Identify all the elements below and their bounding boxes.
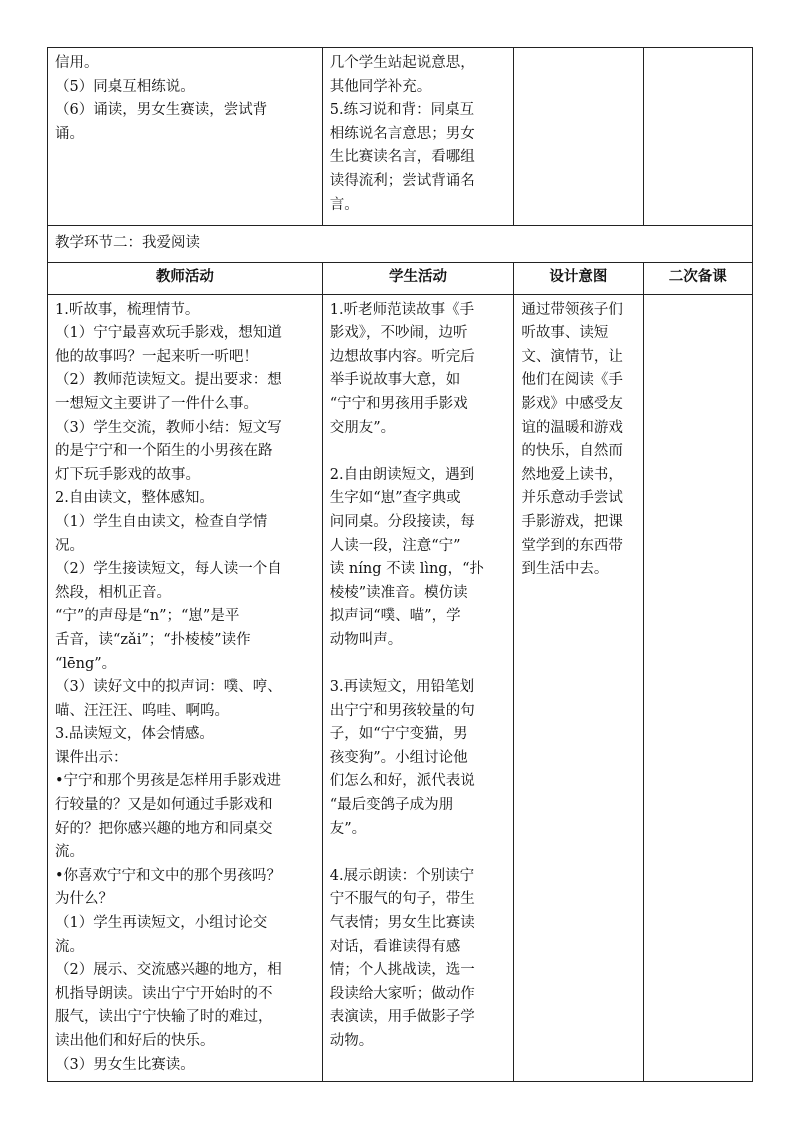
text-line: 们怎么和好，派代表说 [329,773,475,790]
text-line: 言。 [329,196,359,213]
text-line: •你喜欢宁宁和文中的那个男孩吗？ [55,867,282,884]
text-line: 几个学生站起说意思， [329,55,475,71]
section-row [48,226,753,263]
text-line: 1.听老师范读故事《手 [329,301,475,318]
text-line: 为什么？ [55,891,113,908]
text-line: 宁不服气的句子，带生 [329,891,475,908]
text-line: 对话，看谁读得有感 [329,938,461,955]
text-line: “最后变鸽子成为朋 [329,797,454,814]
text-line: 棱棱”读准音。模仿读 [329,584,468,601]
main-row [48,294,753,1082]
text-line: 边想故事内容。听完后 [329,348,475,365]
design-intent-cell [514,294,643,1082]
text-line: 行较量的？又是如何通过手影戏和 [55,797,273,814]
text-line: 动物叫声。 [329,631,403,648]
text-line: （5）同桌互相练说。 [55,78,195,95]
text-line: 信用。 [55,55,99,71]
text-line: （1）宁宁最喜欢玩手影戏，想知道 [55,325,282,342]
text-line: “lēng”。 [55,655,117,672]
text-line: 1.听故事，梳理情节。 [55,301,200,318]
text-line: 手影游戏，把课 [521,513,623,530]
header-student-activity: 学生活动 [322,262,514,294]
text-line: 孩变狗”。小组讨论他 [329,749,468,766]
secondary-prep-cell [643,294,753,1082]
text-line: 出宁宁和男孩较量的句 [329,702,475,719]
text-line: 其他同学补充。 [329,78,432,95]
text-line: （2）展示、交流感兴趣的地方，相 [55,962,282,979]
text-line: 子，如“宁宁变猫，男 [329,726,468,743]
text-line: 5.练习说和背：同桌互 [329,102,475,119]
text-line: 问同桌。分段接读，每 [329,513,475,530]
continued-teacher-cell [48,48,323,226]
text-line: 3.再读短文，用铅笔划 [329,679,475,696]
text-line: （3）学生交流，教师小结：短文写 [55,419,282,436]
header-secondary-prep: 二次备课 [643,262,753,294]
text-line: 2.自由读文，整体感知。 [55,490,214,507]
text-line: 气表情；男女生比赛读 [329,915,475,932]
text-line: 课件出示： [55,749,128,766]
text-line: 堂学到的东西带 [521,537,623,554]
text-line: （1）学生再读短文，小组讨论交 [55,915,268,932]
text-line: 谊的温暖和游戏 [521,419,623,436]
text-line: 况。 [55,537,84,554]
text-line: 的是宁宁和一个陌生的小男孩在路 [55,443,273,460]
text-line: 影戏》，不吵闹，边听 [329,325,468,342]
text-line: （1）学生自由读文，检查自学情 [55,513,268,530]
text-line: 他们在阅读《手 [521,372,623,389]
text-line: 流。 [55,844,84,861]
text-line [330,440,507,464]
text-line: •宁宁和那个男孩是怎样用手影戏进 [55,773,282,790]
text-line: 通过带领孩子们 [521,301,623,318]
text-line: 影戏》中感受友 [521,395,623,412]
header-teacher-activity: 教师活动 [48,262,323,294]
text-line: 的快乐，自然而 [521,443,623,460]
text-line: 情；个人挑战读，选一 [329,962,475,979]
text-line: 然段，相机正音。 [55,584,171,601]
text-line: 相练说名言意思；男女 [329,125,475,142]
text-line: 文、演情节，让 [521,348,623,365]
text-line: 舌音，读“zǎi”；“扑棱棱”读作 [55,631,251,648]
continued-design-cell [514,48,643,226]
text-line: 段读给大家听；做动作 [329,985,475,1002]
text-line: 读 níng 不读 lìng，“扑 [329,561,484,578]
text-line: 他的故事吗？一起来听一听吧！ [55,348,258,365]
lesson-plan-sheet [47,47,753,1082]
text-line: 并乐意动手尝试 [521,490,623,507]
lesson-plan-table [47,47,753,1082]
text-line: 生比赛读名言，看哪组 [329,149,475,166]
text-line: 诵。 [55,125,84,142]
text-line: 动物。 [329,1033,374,1049]
text-line: “宁宁和男孩用手影戏 [329,395,468,412]
text-line: 2.自由朗读短文，遇到 [329,466,475,483]
text-line: 听故事、读短 [521,325,609,342]
text-line: （3）男女生比赛读。 [55,1056,195,1073]
text-line: 喵、汪汪汪、呜哇、啊呜。 [55,702,229,719]
text-line: 表演读，用手做影子学 [329,1009,475,1026]
text-line: 友”。 [329,820,367,837]
text-line: 生字如“崽”查字典或 [329,490,461,507]
header-row [48,262,753,294]
text-line: （6）诵读，男女生赛读，尝试背 [55,102,268,119]
header-design-intent: 设计意图 [514,262,643,294]
text-line: （2）教师范读短文。提出要求：想 [55,372,282,389]
teacher-activity-cell [48,294,323,1082]
text-line: 机指导朗读。读出宁宁开始时的不 [55,985,273,1002]
text-line [330,841,507,865]
text-line: 3.品读短文，体会情感。 [55,726,214,743]
text-line: 然地爱上读书， [521,466,623,483]
text-line: 到生活中去。 [521,561,609,578]
text-line: 流。 [55,938,84,955]
text-line: 人读一段，注意“宁” [329,537,461,554]
text-line: （2）学生接读短文，每人读一个自 [55,561,282,578]
continued-row [48,48,753,226]
text-line: 交朋友”。 [329,419,396,436]
text-line: 4.展示朗读：个别读宁 [329,867,475,884]
text-line: 好的？把你感兴趣的地方和同桌交 [55,820,273,837]
section-title: 教学环节二：我爱阅读 [48,226,753,263]
text-line: 灯下玩手影戏的故事。 [55,466,200,483]
continued-student-cell [322,48,514,226]
student-activity-cell [322,294,514,1082]
text-line [330,653,507,677]
text-line: 一想短文主要讲了一件什么事。 [55,395,258,412]
text-line: 读得流利；尝试背诵名 [329,172,475,189]
continued-notes-cell [643,48,753,226]
text-line: （3）读好文中的拟声词：噗、哼、 [55,679,282,696]
text-line: 举手说故事大意，如 [329,372,461,389]
text-line: 拟声词“噗、喵”，学 [329,608,461,625]
text-line: “宁”的声母是“n”；“崽”是平 [55,608,240,625]
text-line: 读出他们和好后的快乐。 [55,1033,215,1049]
text-line: 服气，读出宁宁快输了时的难过， [55,1009,273,1026]
